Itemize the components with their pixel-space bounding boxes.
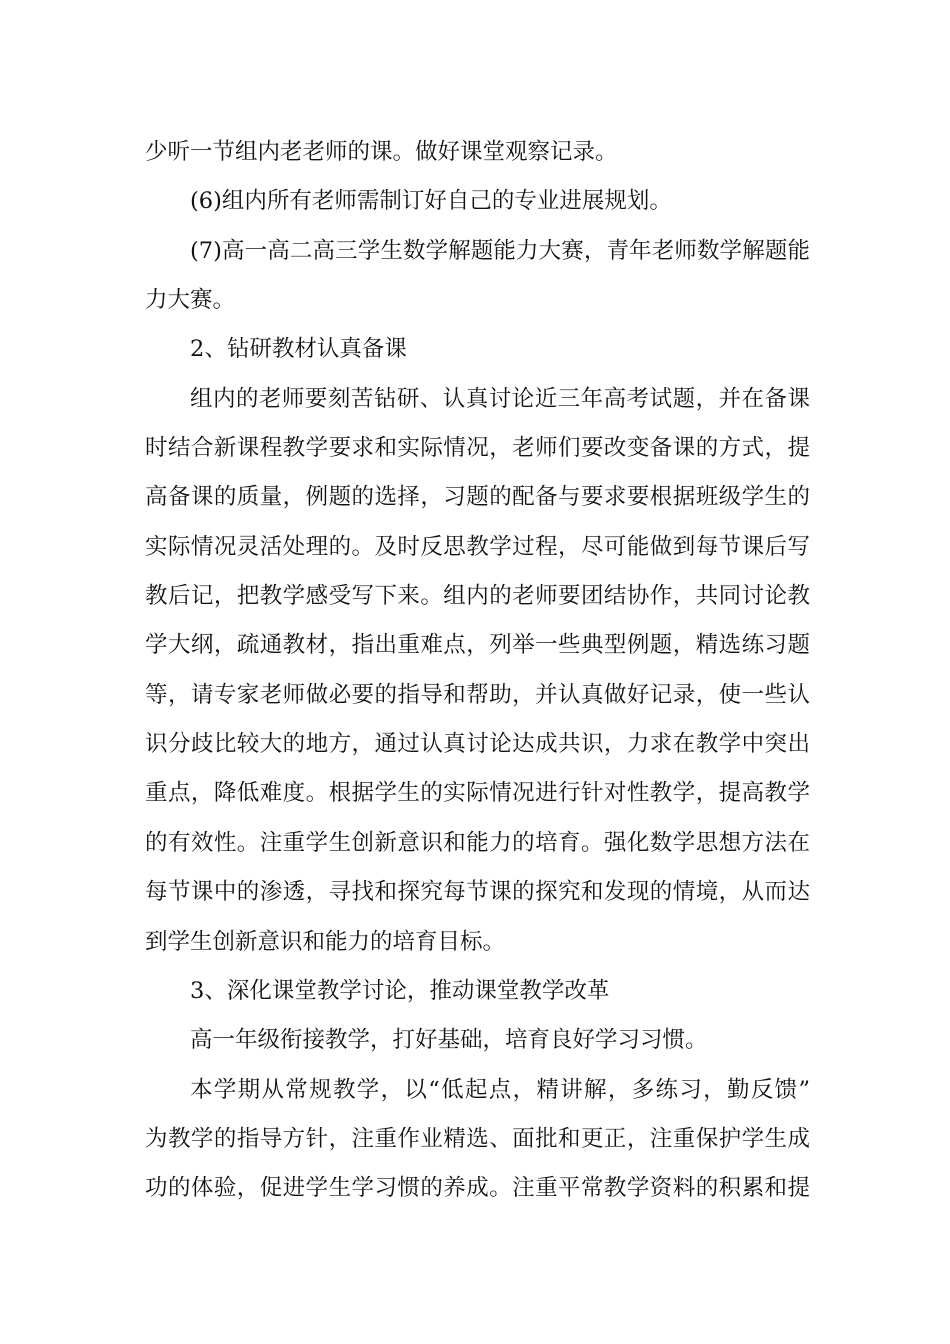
paragraph-line: 等，请专家老师做必要的指导和帮助，并认真做好记录，使一些认 [145, 681, 810, 708]
paragraph-line: 功的体验，促进学生学习惯的养成。注重平常教学资料的积累和提 [145, 1175, 810, 1202]
paragraph-line: 重点，降低难度。根据学生的实际情况进行针对性教学，提高教学 [145, 780, 810, 807]
paragraph-line: 识分歧比较大的地方，通过认真讨论达成共识，力求在教学中突出 [145, 731, 810, 758]
body-text [145, 128, 810, 1214]
text-line: 力大赛。 [145, 287, 236, 314]
paragraph-line: 学大纲，疏通教材，指出重难点，列举一些典型例题，精选练习题 [145, 632, 810, 659]
paragraph-line: 每节课中的渗透，寻找和探究每节课的探究和发现的情境，从而达 [145, 879, 810, 906]
paragraph-line: 高备课的质量，例题的选择，习题的配备与要求要根据班级学生的 [145, 484, 810, 511]
paragraph-line: 组内的老师要刻苦钻研、认真讨论近三年高考试题，并在备课 [190, 385, 810, 412]
paragraph-line: 实际情况灵活处理的。及时反思教学过程，尽可能做到每节课后写 [145, 533, 810, 560]
paragraph-line: 本学期从常规教学，以“低起点，精讲解，多练习，勤反馈” [190, 1076, 810, 1103]
section-heading-2: 2、钻研教材认真备课 [190, 336, 407, 363]
list-item-7: (7)高一高二高三学生数学解题能力大赛，青年老师数学解题能 [190, 237, 810, 264]
paragraph-line: 的有效性。注重学生创新意识和能力的培育。强化数学思想方法在 [145, 829, 810, 856]
paragraph-line: 时结合新课程教学要求和实际情况，老师们要改变备课的方式，提 [145, 435, 810, 462]
text-line: 少听一节组内老老师的课。做好课堂观察记录。 [145, 139, 618, 165]
paragraph-line: 教后记，把教学感受写下来。组内的老师要团结协作，共同讨论教 [145, 583, 810, 610]
section-heading-3: 3、深化课堂教学讨论，推动课堂教学改革 [190, 977, 610, 1004]
paragraph-line: 高一年级衔接教学，打好基础，培育良好学习习惯。 [190, 1027, 708, 1054]
paragraph-line: 为教学的指导方针，注重作业精选、面批和更正，注重保护学生成 [145, 1125, 810, 1152]
list-item-6: (6)组内所有老师需制订好自己的专业进展规划。 [190, 188, 672, 215]
paragraph-line: 到学生创新意识和能力的培育目标。 [145, 928, 506, 955]
